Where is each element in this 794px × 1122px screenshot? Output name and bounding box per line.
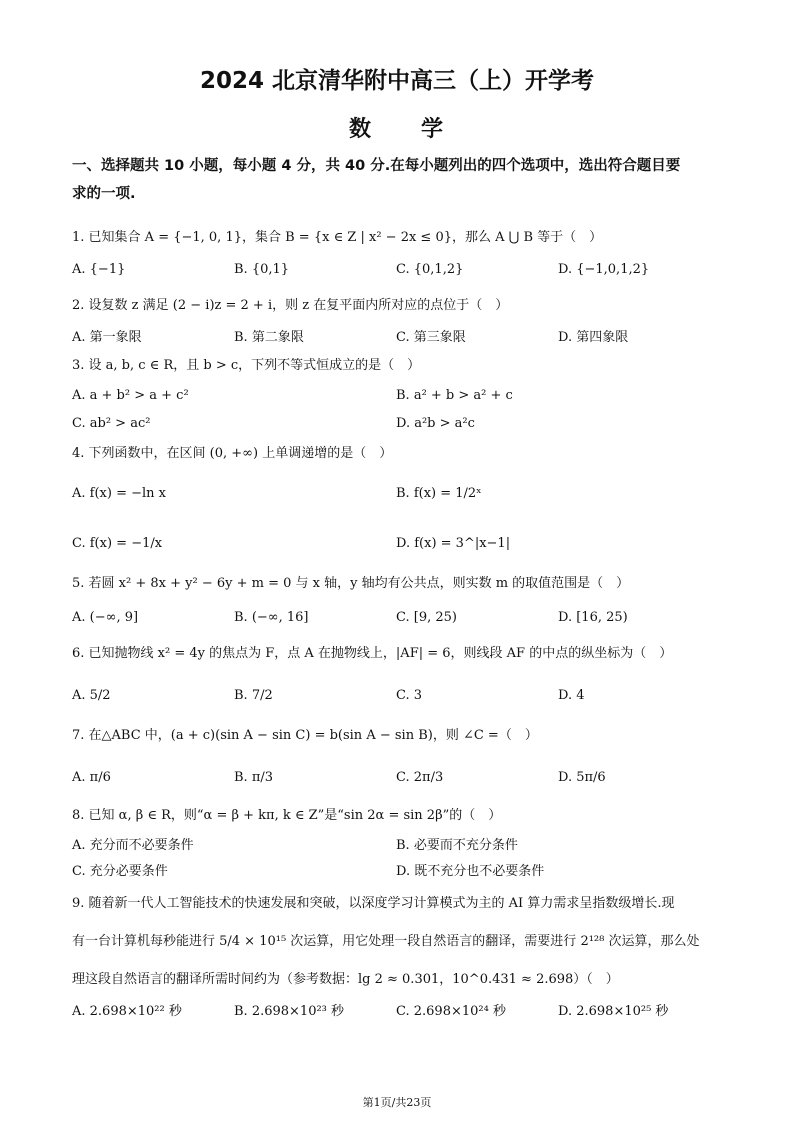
q8-option-b: B. 必要而不充分条件 [396, 838, 518, 853]
q7-option-b: B. π/3 [234, 770, 274, 785]
q1-option-b: B. {0,1} [234, 262, 290, 277]
question-3-stem: 3. 设 a, b, c ∈ R，且 b > c，下列不等式恒成立的是（ ） [72, 358, 421, 373]
q2-option-d: D. 第四象限 [558, 330, 629, 345]
q7-option-a: A. π/6 [72, 770, 111, 785]
question-9-stem-line2: 有一台计算机每秒能进行 5/4 × 10¹⁵ 次运算，用它处理一段自然语言的翻译，需要进行 2¹²⁸ 次运算，那么处 [72, 934, 700, 949]
q6-option-b: B. 7/2 [234, 688, 273, 703]
question-8-stem: 8. 已知 α, β ∈ R，则“α = β + kπ, k ∈ Z”是“sin 2α = sin 2β”的（ ） [72, 808, 502, 823]
q1-option-a: A. {−1} [72, 262, 126, 277]
q4-option-a: A. f(x) = −ln x [72, 486, 166, 501]
q1-option-c: C. {0,1,2} [396, 262, 464, 277]
question-9-stem-line3: 理这段自然语言的翻译所需时间约为（参考数据：lg 2 ≈ 0.301，10^0.431 ≈ 2.698）（ ） [72, 972, 619, 987]
q8-option-a: A. 充分而不必要条件 [72, 838, 194, 853]
q1-option-d: D. {−1,0,1,2} [558, 262, 650, 277]
q6-option-a: A. 5/2 [72, 688, 111, 703]
q3-option-b: B. a² + b > a² + c [396, 388, 513, 403]
q9-option-b: B. 2.698×10²³ 秒 [234, 1004, 345, 1019]
question-1-stem: 1. 已知集合 A = {−1, 0, 1}，集合 B = {x ∈ Z | x² − 2x ≤ 0}，那么 A ⋃ B 等于（ ） [72, 230, 603, 245]
question-7-stem: 7. 在△ABC 中，(a + c)(sin A − sin C) = b(sin A − sin B)，则 ∠C =（ ） [72, 728, 538, 743]
subject-title: 数 学 [348, 117, 445, 142]
section-heading-line1: 一、选择题共 10 小题，每小题 4 分，共 40 分.在每小题列出的四个选项中，选出符合题目要 [72, 158, 681, 174]
q5-option-a: A. (−∞, 9] [72, 610, 139, 625]
q4-option-d: D. f(x) = 3^|x−1| [396, 536, 511, 551]
q9-option-c: C. 2.698×10²⁴ 秒 [396, 1004, 506, 1019]
question-6-stem: 6. 已知抛物线 x² = 4y 的焦点为 F，点 A 在抛物线上，|AF| = 6，则线段 AF 的中点的纵坐标为（ ） [72, 646, 673, 661]
section-heading-line2: 求的一项. [72, 186, 136, 202]
q3-option-a: A. a + b² > a + c² [72, 388, 189, 403]
question-5-stem: 5. 若圆 x² + 8x + y² − 6y + m = 0 与 x 轴，y 轴均有公共点，则实数 m 的取值范围是（ ） [72, 576, 630, 591]
question-9-stem-line1: 9. 随着新一代人工智能技术的快速发展和突破，以深度学习计算模式为主的 AI 算力需求呈指数级增长.现 [72, 896, 675, 911]
q2-option-b: B. 第二象限 [234, 330, 304, 345]
q4-option-c: C. f(x) = −1/x [72, 536, 163, 551]
q2-option-a: A. 第一象限 [72, 330, 142, 345]
q7-option-c: C. 2π/3 [396, 770, 444, 785]
q9-option-a: A. 2.698×10²² 秒 [72, 1004, 182, 1019]
question-4-stem: 4. 下列函数中，在区间 (0, +∞) 上单调递增的是（ ） [72, 446, 393, 461]
q5-option-d: D. [16, 25) [558, 610, 628, 625]
page-footer: 第1页/共23页 [362, 1096, 432, 1109]
q2-option-c: C. 第三象限 [396, 330, 466, 345]
q6-option-c: C. 3 [396, 688, 423, 703]
q7-option-d: D. 5π/6 [558, 770, 606, 785]
q5-option-b: B. (−∞, 16] [234, 610, 309, 625]
exam-title: 2024 北京清华附中高三（上）开学考 [199, 68, 595, 94]
q9-option-d: D. 2.698×10²⁵ 秒 [558, 1004, 669, 1019]
q5-option-c: C. [9, 25) [396, 610, 457, 625]
q8-option-c: C. 充分必要条件 [72, 864, 168, 879]
question-2-stem: 2. 设复数 z 满足 (2 − i)z = 2 + i，则 z 在复平面内所对应的点位于（ ） [72, 298, 509, 313]
q3-option-c: C. ab² > ac² [72, 416, 151, 431]
q8-option-d: D. 既不充分也不必要条件 [396, 864, 545, 879]
q3-option-d: D. a²b > a²c [396, 416, 475, 431]
q6-option-d: D. 4 [558, 688, 585, 703]
q4-option-b: B. f(x) = 1/2ˣ [396, 486, 482, 501]
